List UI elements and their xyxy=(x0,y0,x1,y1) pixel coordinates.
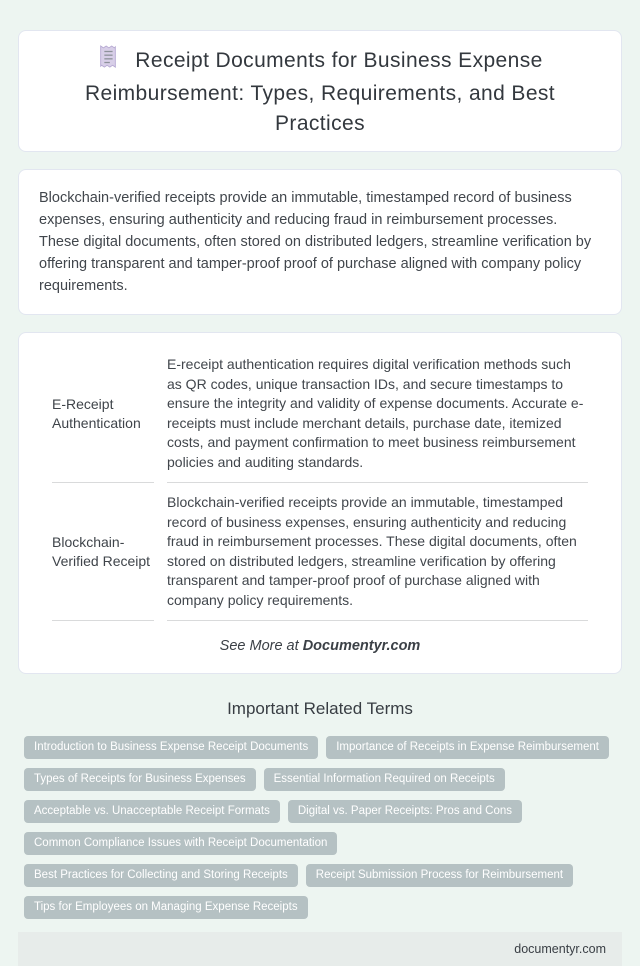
see-more-brand-link[interactable]: Documentyr.com xyxy=(302,638,421,655)
related-terms-heading: Important Related Terms xyxy=(227,699,413,719)
table-row xyxy=(52,483,588,621)
glossary-term: E-Receipt Authentication xyxy=(52,345,154,483)
glossary-description: E-receipt authentication requires digital verification methods such as QR codes, unique transaction IDs, and secure timestamps to ensure the integrity and validity of expense documents. Accurate e-receipts must include merchant details, purchase date, itemized costs, and payment confirmation to meet business reimbursement policies and auditing standards. xyxy=(167,345,588,483)
title-card xyxy=(18,30,622,152)
related-term-tag[interactable]: Digital vs. Paper Receipts: Pros and Cons xyxy=(288,800,522,823)
summary-card xyxy=(18,169,622,315)
receipt-icon xyxy=(97,44,119,79)
page-title-text: Receipt Documents for Business Expense Reimbursement: Types, Requirements, and Best Practices xyxy=(84,49,556,135)
related-terms-list xyxy=(18,736,622,919)
see-more-prefix: See More at xyxy=(219,638,299,655)
related-term-tag[interactable]: Essential Information Required on Receipts xyxy=(264,768,505,791)
related-term-tag[interactable]: Acceptable vs. Unacceptable Receipt Formats xyxy=(24,800,280,823)
glossary-term: Blockchain-Verified Receipt xyxy=(52,483,154,621)
page-title xyxy=(41,44,599,138)
glossary-table xyxy=(39,345,601,621)
related-term-tag[interactable]: Receipt Submission Process for Reimbursement xyxy=(306,864,573,887)
related-term-tag[interactable]: Importance of Receipts in Expense Reimbursement xyxy=(326,736,609,759)
summary-text: Blockchain-verified receipts provide an immutable, timestamped record of business expenses, ensuring authenticity and reducing fraud in reimbursement processes. These digital documents, often stored on distributed ledgers, streamline verification by offering transparent and tamper-proof proof of purchase aligned with company policy requirements. xyxy=(39,190,592,295)
related-term-tag[interactable]: Introduction to Business Expense Receipt Documents xyxy=(24,736,318,759)
table-row xyxy=(52,345,588,483)
see-more-line xyxy=(39,621,601,663)
related-term-tag[interactable]: Types of Receipts for Business Expenses xyxy=(24,768,256,791)
glossary-description: Blockchain-verified receipts provide an immutable, timestamped record of business expenses, ensuring authenticity and reducing fraud in reimbursement processes. These digital documents, often stored on distributed ledgers, streamline verification by offering transparent and tamper-proof proof of purchase aligned with company policy requirements. xyxy=(167,483,588,621)
footer-site-link[interactable]: documentyr.com xyxy=(514,942,606,957)
glossary-card xyxy=(18,332,622,674)
related-term-tag[interactable]: Tips for Employees on Managing Expense Receipts xyxy=(24,896,308,919)
related-term-tag[interactable]: Best Practices for Collecting and Storing Receipts xyxy=(24,864,298,887)
related-term-tag[interactable]: Common Compliance Issues with Receipt Documentation xyxy=(24,832,337,855)
